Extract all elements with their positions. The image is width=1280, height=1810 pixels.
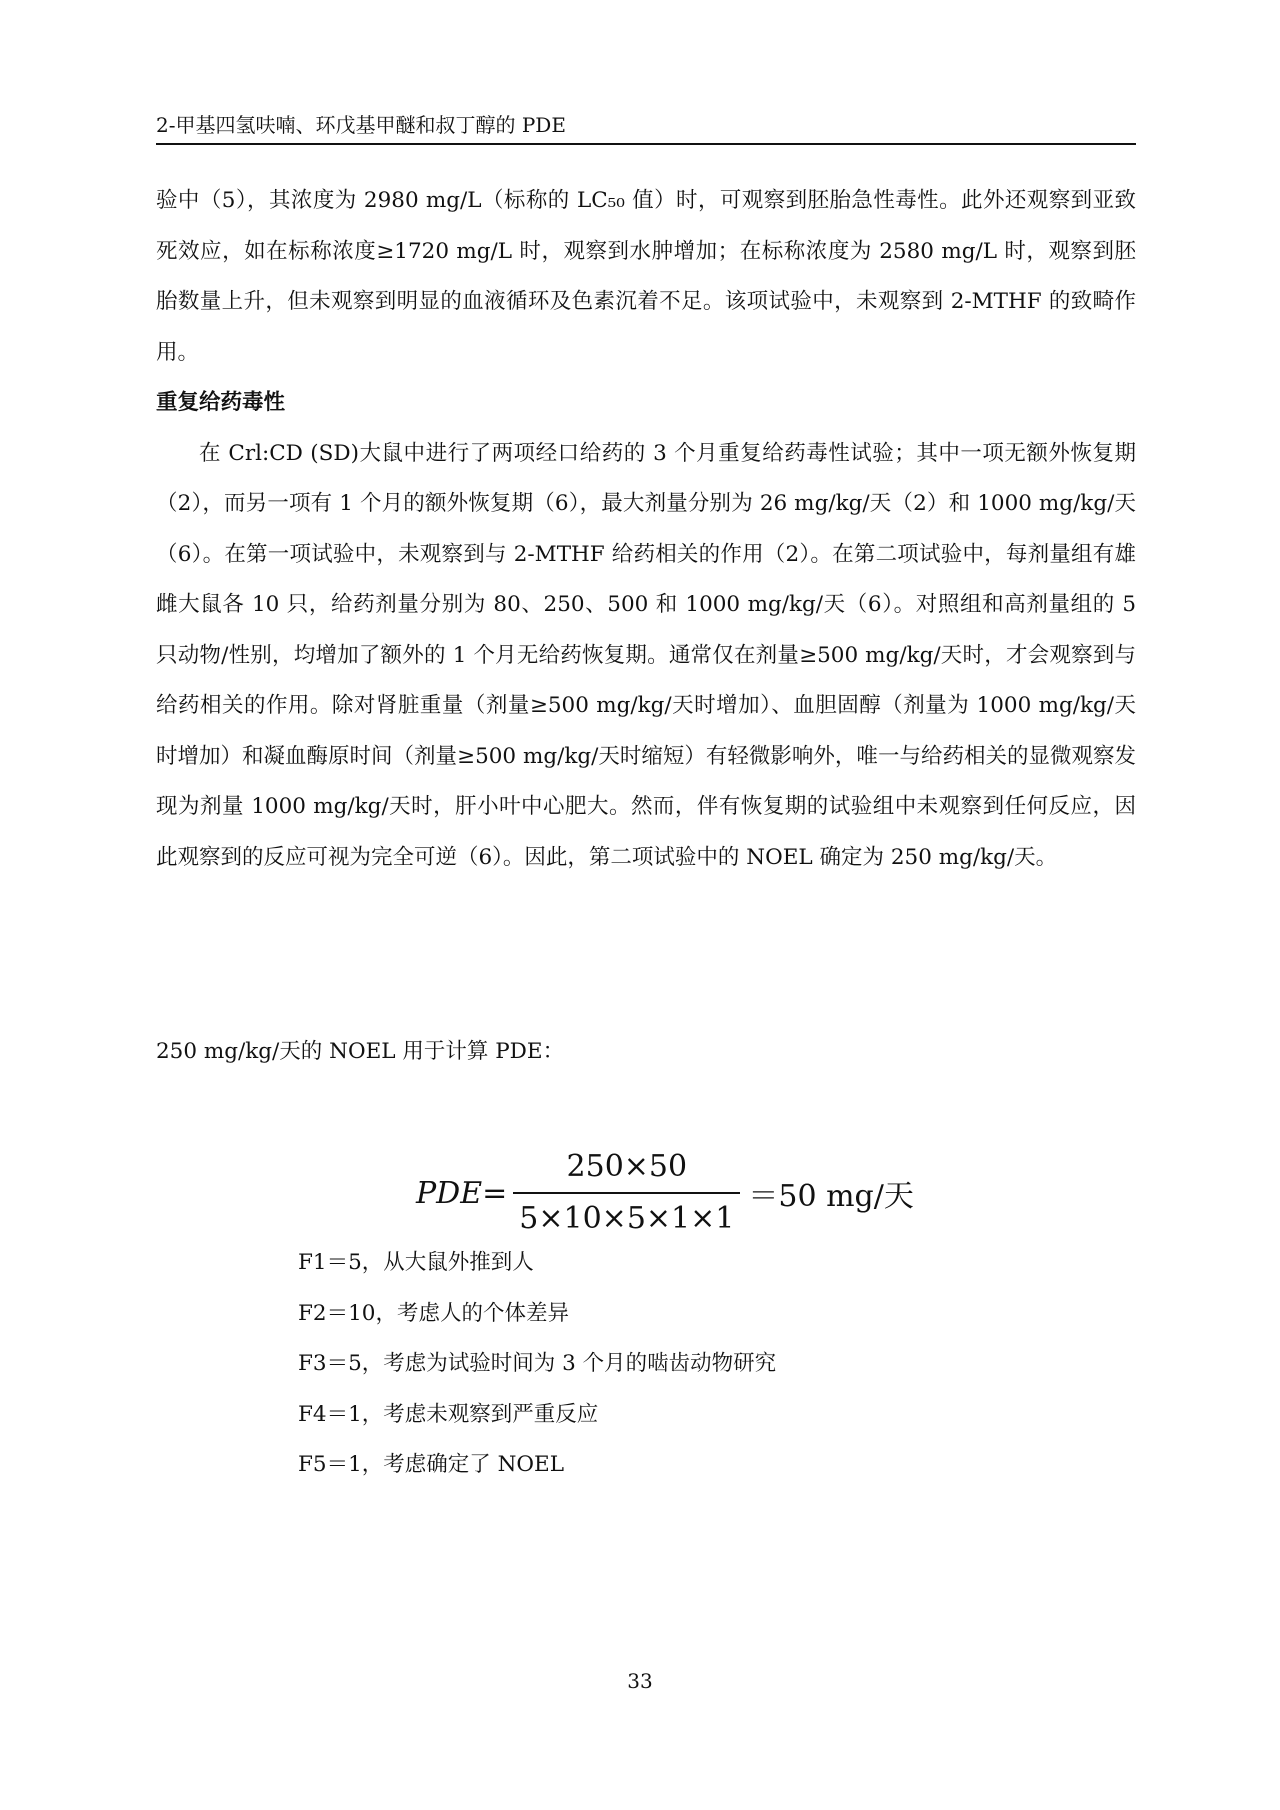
formula-fraction — [513, 1148, 740, 1238]
factor-list — [298, 1238, 776, 1491]
running-header: 2-甲基四氢呋喃、环戊基甲醚和叔丁醇的 PDE — [156, 113, 566, 137]
factor-f1: F1＝5，从大鼠外推到人 — [298, 1250, 534, 1275]
paragraph-repeat-dose: 在 Crl:CD (SD)大鼠中进行了两项经口给药的 3 个月重复给药毒性试验；其中一项无额外恢复期（2），而另一项有 1 个月的额外恢复期（6），最大剂量分别为 26 mg/kg/天（2）和 1000 mg/kg/天（6）。在第一项试验中，未观察到与 2-MTHF 给药相关的作用（2）。在第二项试验中，每剂量组有雄雌大鼠各 10 只，给药剂量分别为 80、250、500 和 1000 mg/kg/天（6）。对照组和高剂量组的 5 只动物/性别，均增加了额外的 1 个月无给药恢复期。通常仅在剂量≥500 mg/kg/天时，才会观察到与给药相关的作用。除对肾脏重量（剂量≥500 mg/kg/天时增加）、血胆固醇（剂量为 1000 mg/kg/天时增加）和凝血酶原时间（剂量≥500 mg/kg/天时缩短）有轻微影响外，唯一与给药相关的显微观察发现为剂量 1000 mg/kg/天时，肝小叶中心肥大。然而，伴有恢复期的试验组中未观察到任何反应，因此观察到的反应可视为完全可逆（6）。因此，第二项试验中的 NOEL 确定为 250 mg/kg/天。 — [156, 440, 1136, 870]
formula-lhs: PDE= — [416, 1175, 508, 1211]
noel-intro-line: 250 mg/kg/天的 NOEL 用于计算 PDE： — [156, 1039, 565, 1064]
paragraph-embryo-toxicity: 验中（5），其浓度为 2980 mg/L（标称的 LC₅₀ 值）时，可观察到胚胎急性毒性。此外还观察到亚致死效应，如在标称浓度≥1720 mg/L 时，观察到水肿增加；在标称浓度为 2580 mg/L 时，观察到胚胎数量上升，但未观察到明显的血液循环及色素沉着不足。该项试验中，未观察到 2-MTHF 的致畸作用。 — [156, 188, 1136, 365]
formula-numerator: 250×50 — [566, 1149, 688, 1184]
factor-f3: F3＝5，考虑为试验时间为 3 个月的啮齿动物研究 — [298, 1351, 777, 1376]
factor-f4: F4＝1，考虑未观察到严重反应 — [298, 1401, 599, 1427]
formula-result: ＝50 mg/天 — [748, 1179, 914, 1214]
factor-f2: F2＝10，考虑人的个体差异 — [298, 1300, 569, 1326]
body-text — [156, 176, 1136, 883]
section-heading-repeat-dose: 重复给药毒性 — [156, 390, 286, 415]
factor-f5: F5＝1，考虑确定了 NOEL — [298, 1452, 565, 1477]
header-rule — [156, 143, 1136, 145]
formula-denominator: 5×10×5×1×1 — [519, 1201, 735, 1236]
page-number: 33 — [627, 1669, 653, 1693]
